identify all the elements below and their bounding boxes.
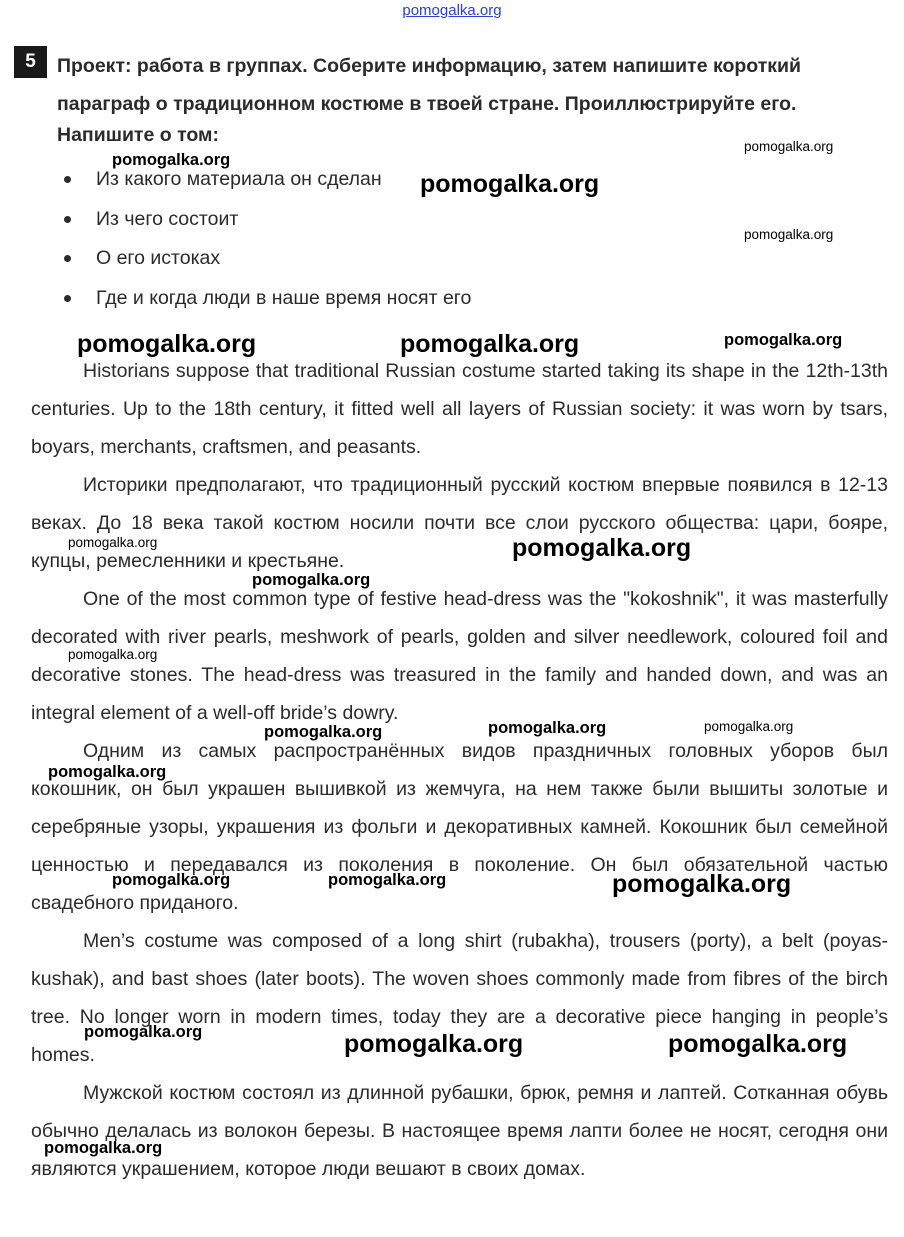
site-link-top[interactable]: pomogalka.org — [402, 2, 502, 19]
watermark: pomogalka.org — [68, 647, 158, 662]
bullet-text: Из какого материала он сделан — [96, 168, 382, 190]
watermark: pomogalka.org — [744, 227, 834, 242]
watermark: pomogalka.org — [704, 719, 794, 734]
task-instruction: Проект: работа в группах. Соберите информацию, затем напишите короткий параграф о традиционном костюме в твоей стране. Проиллюстрируйте его. — [57, 55, 801, 115]
bullet-item — [62, 203, 471, 243]
bullet-item — [62, 282, 471, 322]
watermark: pomogalka.org — [328, 871, 447, 889]
watermark: pomogalka.org — [612, 870, 792, 898]
bullet-dot-icon — [64, 255, 71, 262]
paragraph-en-1: Historians suppose that traditional Russian costume started taking its shape in the 12th-13th centuries. Up to the 18th century, it fitted well all layers of Russian society: it was worn by tsars, boyars, merchants, craftsmen, and peasants. — [31, 360, 888, 458]
watermark: pomogalka.org — [488, 719, 607, 737]
watermark: pomogalka.org — [77, 330, 257, 358]
watermark: pomogalka.org — [112, 151, 231, 169]
watermark: pomogalka.org — [44, 1139, 163, 1157]
watermark: pomogalka.org — [724, 331, 843, 349]
watermark: pomogalka.org — [420, 170, 600, 198]
watermark: pomogalka.org — [112, 871, 231, 889]
watermark: pomogalka.org — [252, 571, 371, 589]
paragraph-en-2: One of the most common type of festive head-dress was the "kokoshnik", it was masterfully decorated with river pearls, meshwork of pearls, golden and silver needlework, coloured foil and decorative stones. The head-dress was treasured in the family and handed down, and was an integral element of a well-off bride’s dowry. — [31, 588, 888, 724]
task-number-badge: 5 — [14, 46, 47, 78]
bullet-text: О его истоках — [96, 247, 221, 270]
paragraph-ru-3: Мужской костюм состоял из длинной рубашки, брюк, ремня и лаптей. Сотканная обувь обычно делалась из волокон березы. В настоящее время лапти более не носят, сегодня они являются украшением, которое люди вешают в своих домах. — [31, 1082, 888, 1180]
task-bullet-list — [62, 163, 471, 322]
task-subheading: Напишите о том: — [57, 124, 219, 146]
watermark: pomogalka.org — [400, 330, 580, 358]
bullet-item — [62, 242, 471, 282]
paragraph-ru-1: Историки предполагают, что традиционный русский костюм впервые появился в 12-13 веках. До 18 века такой костюм носили почти все слои русского общества: цари, бояре, купцы, ремесленники и крестьяне. — [31, 474, 888, 572]
bullet-dot-icon — [64, 216, 71, 223]
watermark: pomogalka.org — [68, 535, 158, 550]
bullet-text: Где и когда люди в наше время носят его — [96, 287, 472, 310]
bullet-text: Из чего состоит — [96, 207, 239, 230]
watermark: pomogalka.org — [264, 723, 383, 741]
watermark: pomogalka.org — [84, 1023, 203, 1041]
watermark: pomogalka.org — [344, 1030, 524, 1058]
watermark: pomogalka.org — [512, 534, 692, 562]
watermark: pomogalka.org — [744, 139, 834, 154]
watermark: pomogalka.org — [668, 1030, 848, 1058]
watermark: pomogalka.org — [48, 763, 167, 781]
paragraph-en-3: Men’s costume was composed of a long shirt (rubakha), trousers (porty), a belt (poyas- kushak), and bast shoes (later boots). The woven shoes commonly made from fibres of the birch tree. No longer worn in modern times, today they are a decorative piece hanging in people’s homes. — [31, 930, 888, 1066]
paragraph-ru-2: Одним из самых распространённых видов праздничных головных уборов был кокошник, он был украшен вышивкой из жемчуга, на нем также были вышиты золотые и серебряные узоры, украшения из фольги и декоративных камней. Кокошник был семейной ценностью и передавался из поколения в поколение. Он был обязательной частью свадебного приданого. — [31, 740, 888, 914]
bullet-dot-icon — [64, 295, 71, 302]
bullet-dot-icon — [64, 176, 71, 183]
